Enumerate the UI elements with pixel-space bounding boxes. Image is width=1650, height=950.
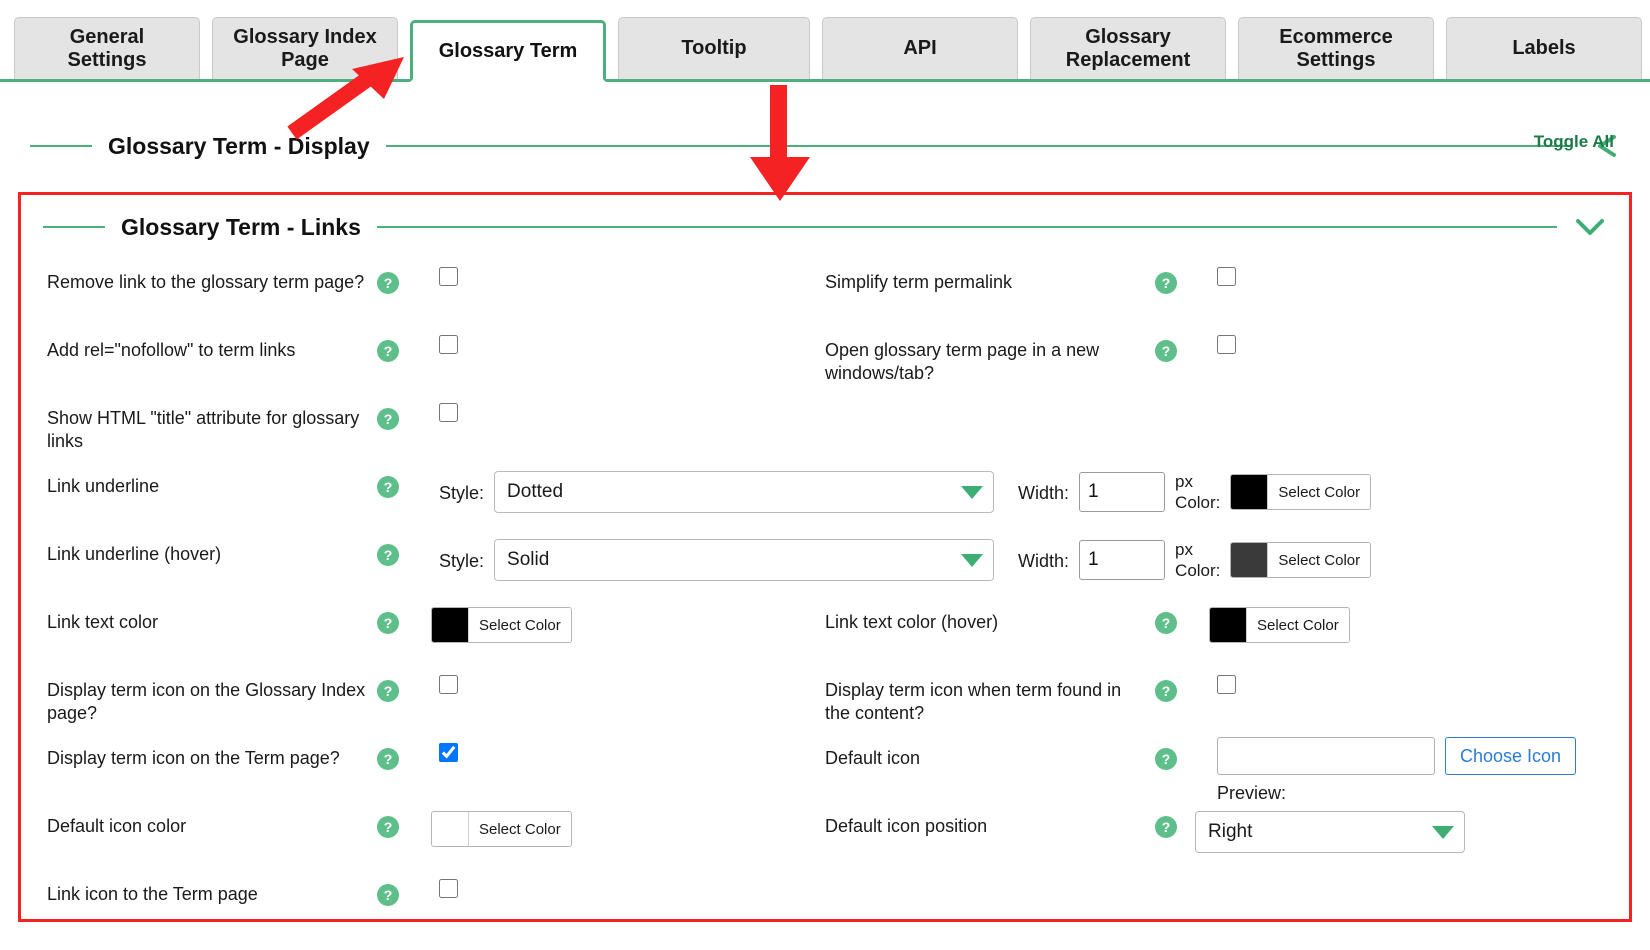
control-group [399,669,458,694]
select-underline-style[interactable] [494,471,994,513]
choose-icon-button[interactable]: Choose Icon [1445,737,1576,775]
row-icon-color-position [47,805,1603,873]
tab-label: Ecommerce Settings [1279,25,1393,71]
section-title: Glossary Term - Display [108,132,370,159]
label-default-icon-color: Default icon color [47,816,187,836]
color-swatch [1231,475,1267,509]
label-icon-index-page: Display term icon on the Glossary Index page? [47,680,366,724]
help-icon[interactable]: ? [377,680,399,702]
tab-labels[interactable] [1446,17,1642,79]
settings-tabbar [0,0,1650,82]
control-group [399,737,458,762]
input-default-icon[interactable] [1217,737,1435,775]
help-icon[interactable]: ? [377,748,399,770]
control-group [1177,737,1576,804]
color-picker-link-text-hover[interactable] [1209,607,1350,643]
select-value: Right [1208,821,1253,842]
color-picker-underline-hover[interactable] [1230,542,1371,578]
select-color-label: Select Color [1246,608,1349,642]
control-group [399,601,572,643]
color-swatch [1231,543,1267,577]
input-underline-width[interactable] [1079,472,1165,512]
label-style: Style: [439,550,485,571]
control-group [399,873,458,898]
label-link-text-color: Link text color [47,612,159,632]
control-group [1177,261,1236,286]
control-group [399,329,458,354]
control-group [1177,805,1465,853]
control-group [1177,669,1236,694]
help-icon[interactable]: ? [1155,612,1177,634]
label-color: Color: [1175,561,1221,581]
divider [43,226,105,228]
select-color-label: Select Color [1267,543,1370,577]
help-icon[interactable]: ? [1155,680,1177,702]
control-group [1177,601,1350,643]
help-icon[interactable]: ? [377,272,399,294]
row-remove-link [47,261,1603,329]
select-default-icon-position[interactable] [1195,811,1465,853]
help-icon[interactable]: ? [377,476,399,498]
chevron-down-icon [961,554,983,567]
checkbox-icon-index-page[interactable] [439,675,458,694]
help-icon[interactable]: ? [377,340,399,362]
tab-glossary-replacement[interactable] [1030,17,1226,79]
select-value: Solid [507,549,550,571]
tab-label: Glossary Term [438,39,578,62]
label-preview: Preview: [1217,783,1287,803]
color-swatch [432,608,468,642]
tab-ecommerce-settings[interactable] [1238,17,1434,79]
label-icon-term-page: Display term icon on the Term page? [47,748,340,768]
row-term-icon-display [47,669,1603,737]
checkbox-link-icon-term-page[interactable] [439,879,458,898]
checkbox-icon-in-content[interactable] [1217,675,1236,694]
tab-label: Glossary Replacement [1065,25,1191,71]
label-default-icon: Default icon [825,748,921,768]
input-underline-hover-width[interactable] [1079,540,1165,580]
tab-glossary-index-page[interactable] [212,17,398,79]
label-link-underline: Link underline [47,476,160,496]
label-open-new-window: Open glossary term page in a new windows/tab? [825,340,1100,384]
control-group [399,397,458,422]
select-color-label: Select Color [468,812,571,846]
select-color-label: Select Color [1267,475,1370,509]
tab-label: Tooltip [681,37,747,59]
control-group [399,533,1371,582]
checkbox-nofollow[interactable] [439,335,458,354]
checkbox-simplify-permalink[interactable] [1217,267,1236,286]
row-nofollow [47,329,1603,397]
settings-panel [0,118,1650,922]
checkbox-remove-link[interactable] [439,267,458,286]
color-picker-link-text[interactable] [431,607,572,643]
section-glossary-term-display[interactable] [18,118,1632,174]
divider [377,226,1557,228]
control-group [399,465,1371,514]
label-px: px [1175,472,1194,491]
label-nofollow: Add rel="nofollow" to term links [47,340,296,360]
help-icon[interactable]: ? [377,884,399,906]
row-link-text-color [47,601,1603,669]
tab-tooltip[interactable] [618,17,810,79]
row-show-title-attr [47,397,1603,465]
help-icon[interactable]: ? [377,816,399,838]
label-color: Color: [1175,493,1221,513]
divider [30,145,92,147]
row-link-underline-hover [47,533,1603,601]
row-link-icon-term-page [47,873,1603,922]
help-icon[interactable]: ? [1155,272,1177,294]
label-show-title-attr: Show HTML "title" attribute for glossary links [47,408,360,452]
chevron-down-icon [961,486,983,499]
help-icon[interactable]: ? [377,408,399,430]
chevron-down-icon [1432,826,1454,839]
checkbox-show-title-attr[interactable] [439,403,458,422]
divider [386,145,1572,147]
control-group [399,805,572,847]
tab-label: Labels [1512,37,1576,59]
label-width: Width: [1018,482,1070,503]
help-icon[interactable]: ? [1155,816,1177,838]
row-link-underline [47,465,1603,533]
label-px: px [1175,540,1194,559]
tab-label: API [903,37,937,59]
label-link-text-color-hover: Link text color (hover) [825,612,999,632]
section-glossary-term-links-container [18,192,1632,922]
label-px-color [1175,471,1220,514]
help-icon[interactable]: ? [377,612,399,634]
label-default-icon-position: Default icon position [825,816,988,836]
color-swatch [432,812,468,846]
color-picker-underline[interactable] [1230,474,1371,510]
tab-glossary-term[interactable] [410,20,606,82]
tab-label: Glossary Index Page [233,25,377,71]
row-default-icon [47,737,1603,805]
label-link-icon-term-page: Link icon to the Term page [47,884,258,904]
select-color-label: Select Color [468,608,571,642]
color-picker-default-icon[interactable] [431,811,572,847]
tab-api[interactable] [822,17,1018,79]
help-icon[interactable]: ? [377,544,399,566]
label-style: Style: [439,482,485,503]
checkbox-icon-term-page[interactable] [439,743,458,762]
label-link-underline-hover: Link underline (hover) [47,544,222,564]
control-group [399,261,458,286]
section-title: Glossary Term - Links [121,213,361,240]
section-glossary-term-links[interactable] [31,199,1619,255]
chevron-down-icon[interactable] [1573,214,1607,240]
color-swatch [1210,608,1246,642]
settings-rows [31,255,1619,922]
help-icon[interactable]: ? [1155,340,1177,362]
label-simplify-permalink: Simplify term permalink [825,272,1013,292]
select-value: Dotted [507,481,564,503]
help-icon[interactable]: ? [1155,748,1177,770]
label-remove-link: Remove link to the glossary term page? [47,272,365,292]
label-px-color [1175,539,1220,582]
label-icon-in-content: Display term icon when term found in the content? [825,680,1122,724]
tab-general-settings[interactable] [14,17,200,79]
label-width: Width: [1018,550,1070,571]
toggle-all-link[interactable]: Toggle All [1533,132,1614,151]
control-group [1177,329,1236,354]
checkbox-open-new-window[interactable] [1217,335,1236,354]
tab-label: General Settings [67,25,147,71]
select-underline-hover-style[interactable] [494,539,994,581]
